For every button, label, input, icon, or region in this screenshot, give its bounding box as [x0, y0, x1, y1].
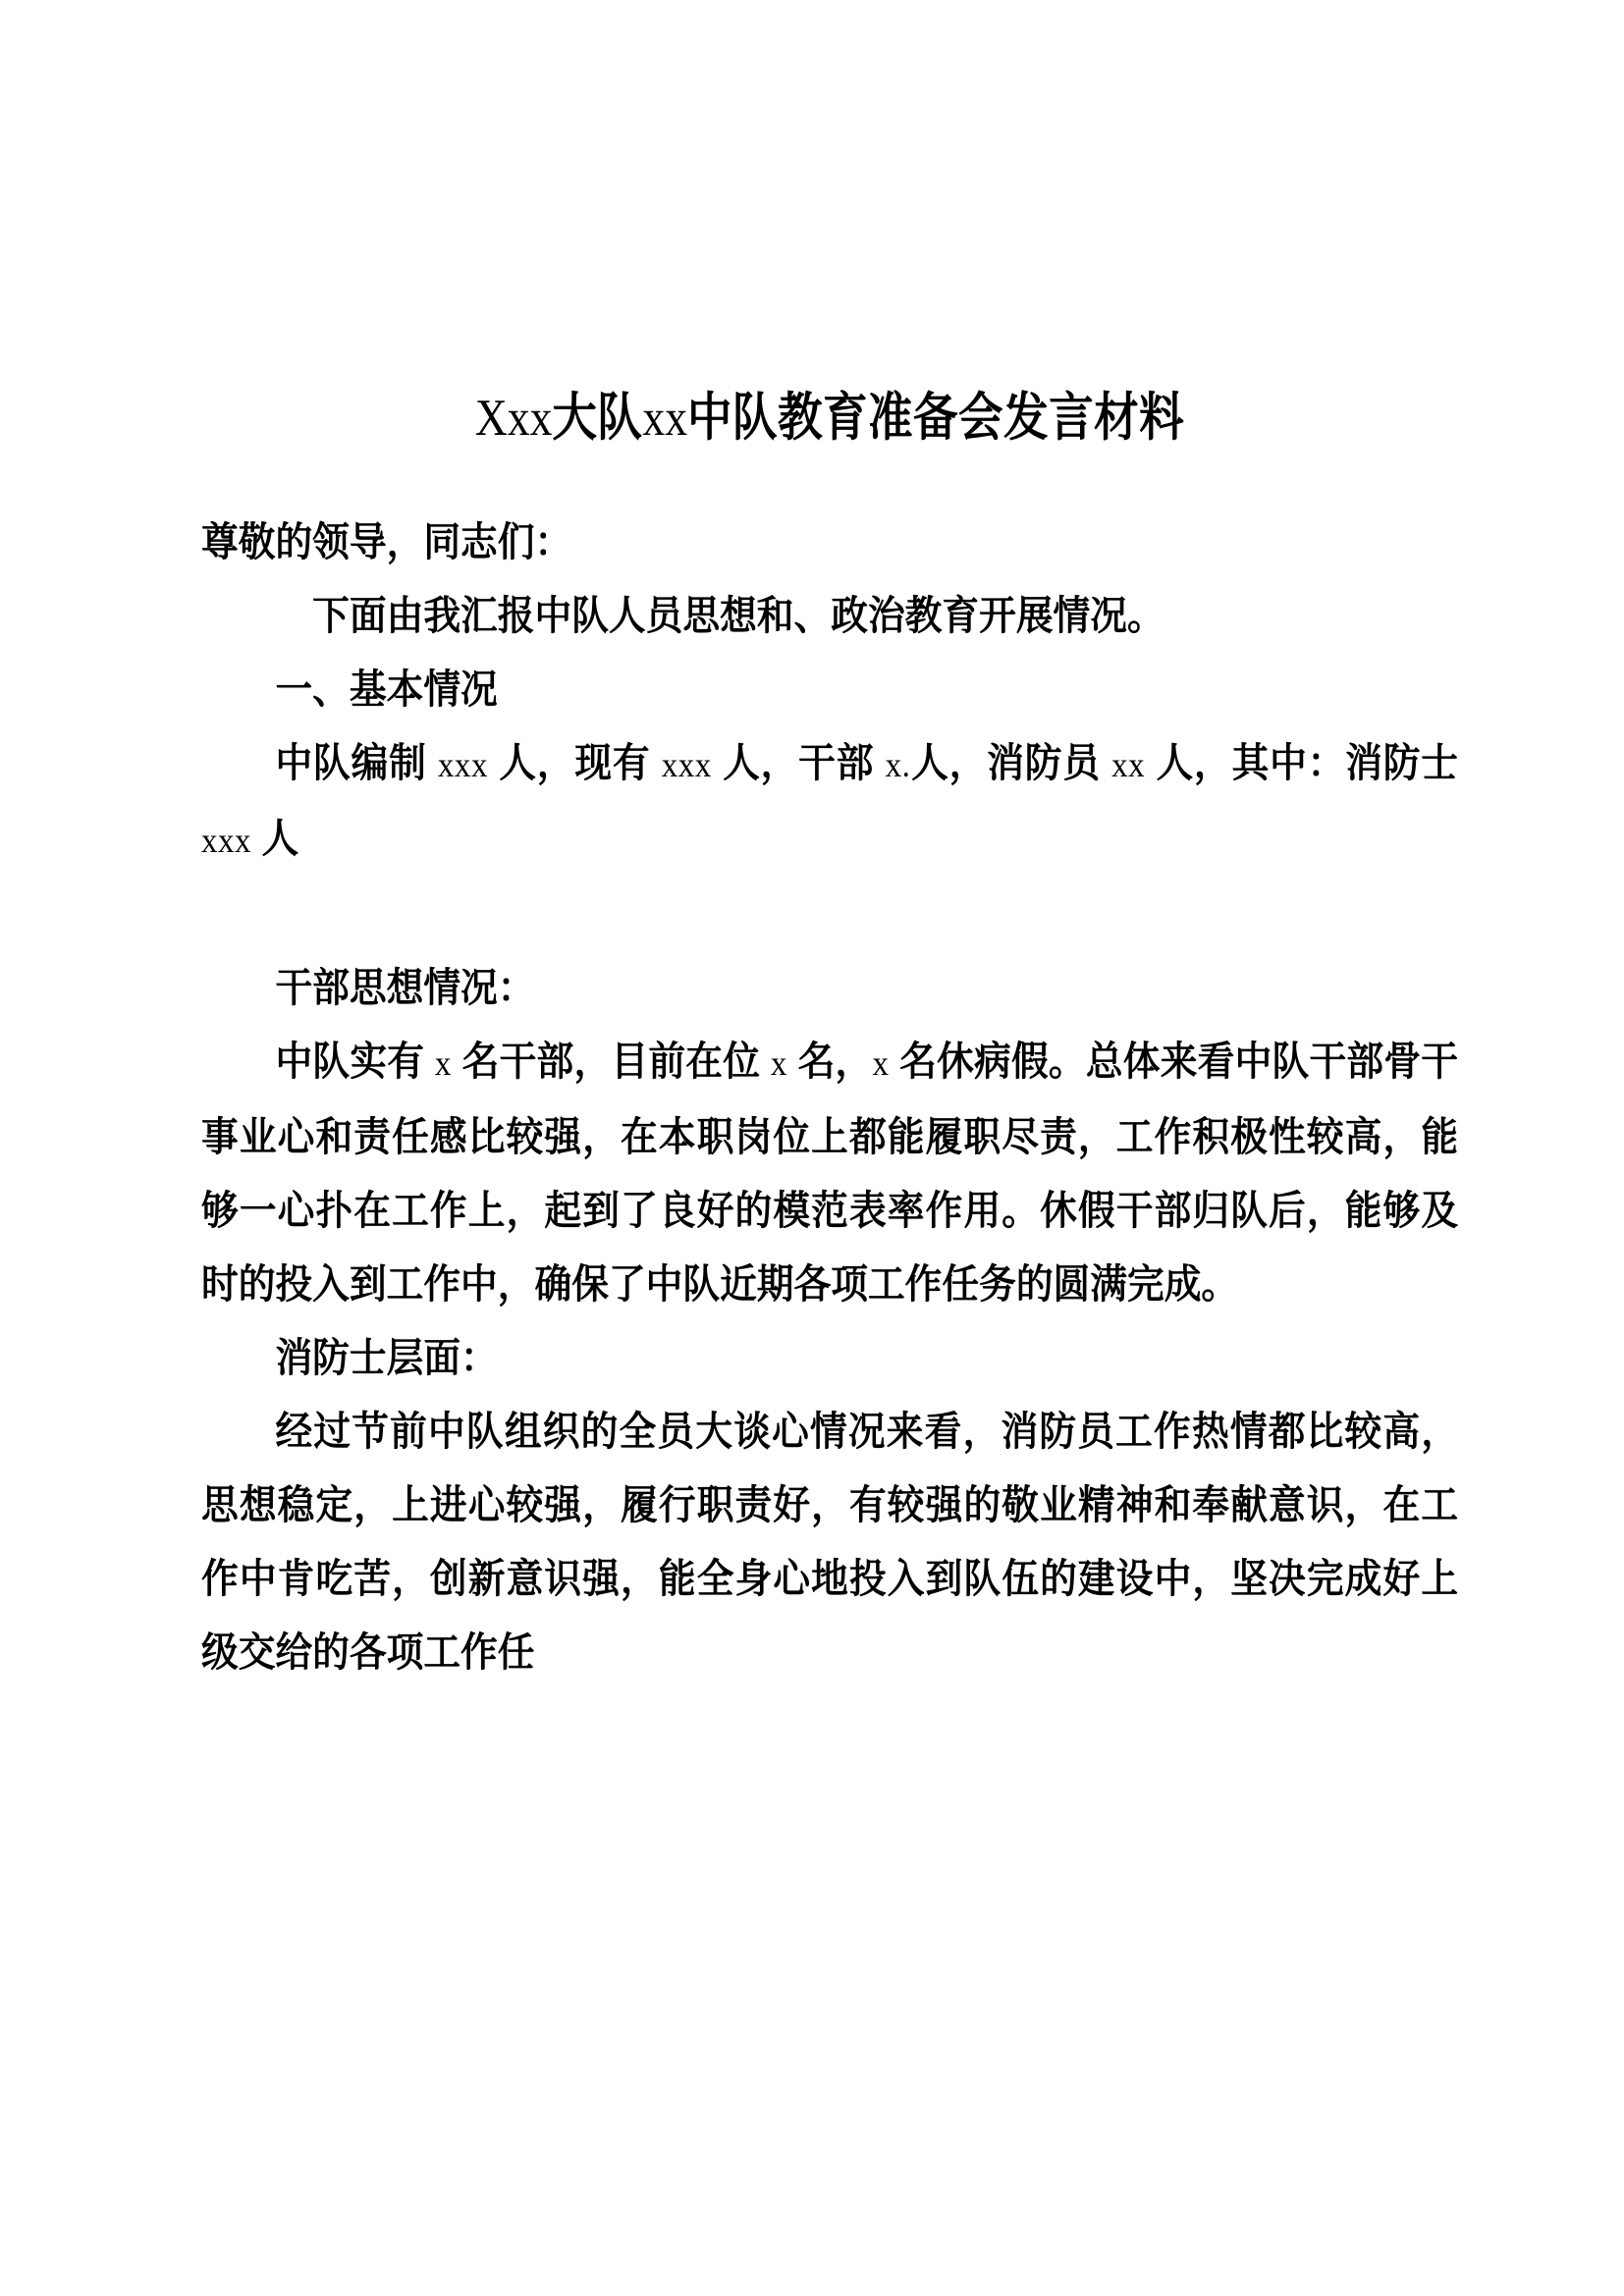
- paragraph-basic-numbers: 中队编制 xxx 人，现有 xxx 人，干部 x.人，消防员 xx 人，其中：消防士 xxx 人: [201, 740, 1469, 862]
- paragraph-intro: 下面由我汇报中队人员思想和、政治教育开展情况。: [275, 593, 1164, 639]
- heading-cadre-thought: 干部思想情况：: [275, 965, 535, 1011]
- title-latin-middle: xx: [642, 390, 687, 447]
- paragraph-salutation: 尊敬的领导，同志们：: [201, 519, 572, 565]
- paragraph-firefighter-body: 经过节前中队组织的全员大谈心情况来看，消防员工作热情都比较高，思想稳定，上进心较强，履行职责好，有较强的敬业精神和奉献意识，在工作中肯吃苦，创新意识强，能全身心地投入到队伍的建设中，坚决完成好上级交给的各项工作任: [201, 1409, 1459, 1676]
- paragraph-cadre-body: 中队实有 x 名干部，目前在位 x 名，x 名休病假。总体来看中队干部骨干事业心和责任感比较强，在本职岗位上都能履职尽责，工作积极性较高，能够一心扑在工作上，起到了良好的模范表率作用。休假干部归队后，能够及时的投入到工作中，确保了中队近期各项工作任务的圆满完成。: [201, 1039, 1459, 1308]
- document-content: [201, 0, 1469, 1689]
- heading-section-one: 一、基本情况: [275, 667, 498, 713]
- paragraph-blank: [201, 878, 1458, 951]
- title-chinese-2: 中队教育准备会发言材料: [686, 389, 1185, 447]
- title-chinese-1: 大队: [552, 389, 643, 447]
- document-body: [201, 506, 1469, 1689]
- heading-firefighter-level: 消防士层面：: [275, 1335, 498, 1381]
- title-latin-prefix: Xxx: [474, 390, 553, 447]
- page-title: [290, 0, 1371, 451]
